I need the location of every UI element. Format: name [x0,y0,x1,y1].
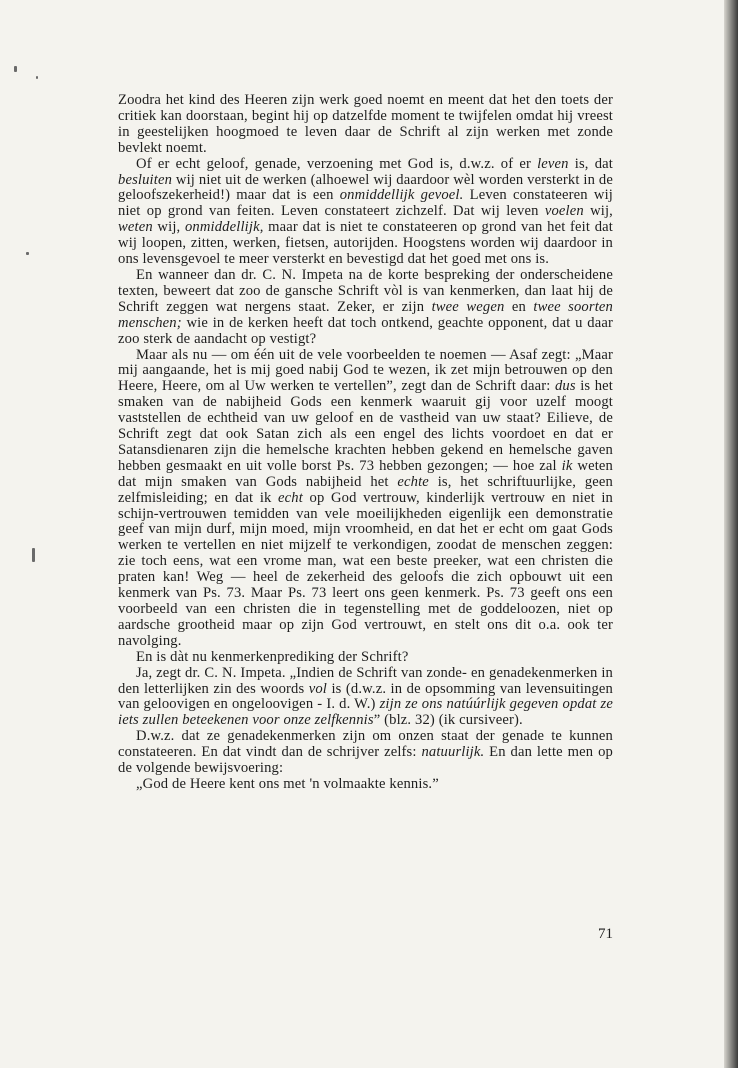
paragraph [118,729,613,777]
italic-run: besluiten [118,171,173,188]
text-run: is het smaken van de nabijheid Gods een kenmerk waaruit gij voor uzelf moogt vaststellen de echtheid van uw geloof en de vastheid van uw staat? Eilieve, de Schrift zegt dat ook Satan zich als een engel des lichts voordoet en dat er Satansdienaren zijn die hemelsche krachten hebben gekend en hemelsche gaven hebben gesmaakt en uit volle borst Ps. 73 hebben gezongen; — hoe zal [118,378,613,474]
text-run: en [504,298,534,315]
text-run: maar dat is niet te constateeren op grond van het feit dat wij loopen, zitten, werken, fietsen, autorijden. Hoogstens worden wij daardoor in ons levensgevoel te meer versterkt en bevestigd dat het goed met ons is. [118,219,613,268]
text-run: Maar als nu — om één uit de vele voorbeelden te noemen — Asaf zegt: „Maar mij aangaande, het is mij goed nabij God te wezen, ik zet mijn betrouwen op den Heere, Heere, om al Uw werken te vertellen”, zegt dan de Schrift daar: [118,346,613,395]
text-run: En wanneer dan dr. C. N. Impeta na de korte bespreking der onderscheidene texten, beweert dat zoo de gansche Schrift vòl is van kenmerken, dan laat hij de Schrift zeggen wat nergens staat. Zeker, er zijn [118,266,613,315]
italic-run: echt [278,489,303,506]
italic-run: voelen [544,203,584,220]
text-run: wij, [152,219,185,236]
text-run: En dan lette men op de volgende bewijsvoering: [118,744,613,777]
text-run: „God de Heere kent ons met 'n volmaakte kennis.” [136,775,439,792]
italic-run: natuurlijk. [421,744,485,761]
text-run: Of er echt geloof, genade, verzoening met God is, d.w.z. of er [136,155,538,172]
text-run: is (d.w.z. in de opsomming van levensuitingen van geloovigen en ongeloovigen - I. d. W.) [118,680,613,713]
text-run: Ja, zegt dr. C. N. Impeta. „Indien de Schrift van zonde- en genadekenmerken in den letterlijken zin des woords [118,664,613,697]
paragraph [118,666,613,730]
text-run: D.w.z. dat ze genadekenmerken zijn om onzen staat der genade te kunnen constateeren. En dat vindt dan de schrijver zelfs: [118,728,613,761]
italic-run: onmiddellijk gevoel. [339,187,464,204]
margin-speck [36,76,38,79]
margin-speck [26,252,29,255]
margin-speck [32,548,35,562]
text-run: Leven constateeren wij niet op grond van feiten. Leven constateert zichzelf. Dat wij leven [118,187,614,220]
italic-run: zijn ze ons natúúrlijk gegeven opdat ze iets zullen beteekenen voor onze zelfkennis [118,696,613,729]
paragraph [118,93,613,157]
italic-run: onmiddellijk, [184,219,264,236]
text-run: wij niet uit de werken (alhoewel wij daardoor wèl worden versterkt in de geloofszekerheid!) maar dat is een [118,171,613,204]
italic-run: twee wegen [431,298,505,315]
margin-speck [14,66,17,72]
paragraph [118,157,613,268]
text-run: op God vertrouw, kinderlijk vertrouw en niet in schijn-vertrouwen temidden van vele moeilijkheden eigenlijk een demonstratie geef van mijn durf, mijn moed, mijn vroomheid, en dat het er echt om gaat Gods werken te vertellen en niet mijzelf te verkondigen, zoodat de menschen zeggen: zie toch eens, wat een vrome man, wat een beste preeker, wat een christen die praten kan! Weg — heel de zekerheid des geloofs die zich opbouwt uit een kenmerk van Ps. 73. Maar Ps. 73 leert ons geen kenmerk. Ps. 73 geeft ons een voorbeeld van een christen die in tegenstelling met de goddeloozen, niet op aardsche grootheid maar op zijn God vertrouwt, en stelt ons dit o.a. ook ter navolging. [118,489,613,649]
text-run: is, het schriftuurlijke, geen zelfmisleiding; en dat ik [118,473,613,506]
italic-run: echte [397,473,429,490]
body-text [118,93,613,793]
italic-run: leven [537,155,569,172]
paragraph [118,777,613,793]
text-run: En is dàt nu kenmerkenprediking der Schrift? [136,648,409,665]
text-run: is, dat [568,155,613,172]
italic-run: vol [308,680,328,697]
italic-run: twee soorten menschen; [118,298,613,331]
italic-run: weten [118,219,153,236]
text-run: weten dat mijn smaken van Gods nabijheid het [118,457,613,490]
text-run: wie in de kerken heeft dat toch ontkend, geachte opponent, dat u daar zoo sterk de aandacht op vestigt? [118,314,613,347]
text-run: wij, [583,203,613,220]
text-run: Zoodra het kind des Heeren zijn werk goed noemt en meent dat het den toets der critiek kan doorstaan, begint hij op datzelfde moment te twijfelen omdat hij vreest in geestelijken hoogmoed te leven daar de Schrift al zijn werken met zonde bevlekt noemt. [118,92,613,156]
text-run: ” (blz. 32) (ik cursiveer). [373,712,523,729]
paragraph [118,348,613,650]
paragraph [118,650,613,666]
italic-run: dus [554,378,576,395]
page-number: 71 [598,926,613,942]
book-spine-shadow [724,0,738,1068]
italic-run: ik [561,457,573,474]
paragraph [118,268,613,348]
